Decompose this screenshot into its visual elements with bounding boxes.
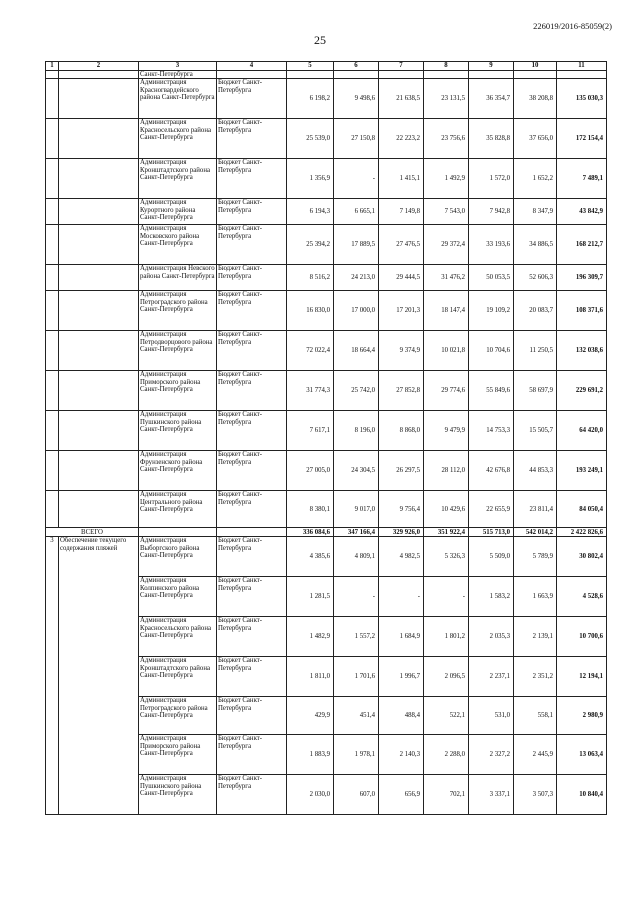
funding-source-cell: Бюджет Санкт-Петербурга xyxy=(217,735,287,775)
year-value-cell: 1 684,9 xyxy=(379,617,424,657)
year-value-cell: 1 572,0 xyxy=(469,159,514,199)
col-number: 9 xyxy=(469,62,514,71)
year-value-cell: 29 774,6 xyxy=(424,371,469,411)
year-value-cell: 1 811,0 xyxy=(287,657,334,697)
year-value-cell: 5 789,9 xyxy=(514,537,557,577)
year-value-cell: 17 889,5 xyxy=(334,225,379,265)
year-value-cell: 1 663,9 xyxy=(514,577,557,617)
year-value-cell: 1 583,2 xyxy=(469,577,514,617)
funding-source-cell: Бюджет Санкт-Петербурга xyxy=(217,119,287,159)
table-row xyxy=(46,411,607,451)
col-number: 4 xyxy=(217,62,287,71)
measure-cell xyxy=(59,451,139,491)
executor-cell: Администрация Выборгского района Санкт-Петербурга xyxy=(139,537,217,577)
year-value-cell: 9 017,0 xyxy=(334,491,379,528)
year-value-cell: - xyxy=(334,577,379,617)
year-value-cell: 9 756,4 xyxy=(379,491,424,528)
year-value-cell: 1 482,9 xyxy=(287,617,334,657)
year-value-cell: 5 509,0 xyxy=(469,537,514,577)
row-number-cell xyxy=(46,119,59,159)
year-value-cell: 8 347,9 xyxy=(514,199,557,225)
funding-source-cell: Бюджет Санкт-Петербурга xyxy=(217,159,287,199)
year-value-cell: 7 942,8 xyxy=(469,199,514,225)
total-value-cell: 12 194,1 xyxy=(557,657,607,697)
year-value-cell: 8 196,0 xyxy=(334,411,379,451)
executor-cell: Администрация Центрального района Санкт-Петербурга xyxy=(139,491,217,528)
col-number: 11 xyxy=(557,62,607,71)
funding-source-cell: Бюджет Санкт-Петербурга xyxy=(217,451,287,491)
measure-cell xyxy=(59,371,139,411)
year-value-cell: 34 886,5 xyxy=(514,225,557,265)
empty-cell xyxy=(139,528,217,537)
executor-cell: Администрация Курортного района Санкт-Петербурга xyxy=(139,199,217,225)
year-value-cell: 24 213,0 xyxy=(334,265,379,291)
year-value-cell: 607,0 xyxy=(334,775,379,815)
executor-cell: Администрация Колпинского района Санкт-Петербурга xyxy=(139,577,217,617)
year-value-cell: 50 053,5 xyxy=(469,265,514,291)
table-row xyxy=(46,159,607,199)
year-value-cell: 702,1 xyxy=(424,775,469,815)
year-value-cell: 4 982,5 xyxy=(379,537,424,577)
year-value-cell: 27 852,8 xyxy=(379,371,424,411)
year-value-cell: 27 005,0 xyxy=(287,451,334,491)
row-number-cell xyxy=(46,159,59,199)
year-value-cell: 9 498,6 xyxy=(334,79,379,119)
year-value-cell: 42 676,8 xyxy=(469,451,514,491)
year-value-cell: 52 606,3 xyxy=(514,265,557,291)
executor-cell: Администрация Приморского района Санкт-Петербурга xyxy=(139,735,217,775)
year-value-cell: 2 035,3 xyxy=(469,617,514,657)
year-value-cell: 24 304,5 xyxy=(334,451,379,491)
year-value-cell: 656,9 xyxy=(379,775,424,815)
year-value-cell: 10 429,6 xyxy=(424,491,469,528)
year-value-cell: 1 883,9 xyxy=(287,735,334,775)
year-value-cell: 22 655,9 xyxy=(469,491,514,528)
total-value-cell: 2 980,9 xyxy=(557,697,607,735)
year-value-cell: 6 665,1 xyxy=(334,199,379,225)
table-row xyxy=(46,225,607,265)
year-value-cell: 7 617,1 xyxy=(287,411,334,451)
year-value-cell: 15 505,7 xyxy=(514,411,557,451)
total-year-value: 329 926,0 xyxy=(379,528,424,537)
executor-cell: Администрация Фрунзенского района Санкт-Петербурга xyxy=(139,451,217,491)
year-value-cell: 1 492,9 xyxy=(424,159,469,199)
year-value-cell: 488,4 xyxy=(379,697,424,735)
year-value-cell: 55 849,6 xyxy=(469,371,514,411)
year-value-cell: 429,9 xyxy=(287,697,334,735)
total-value-cell: 7 489,1 xyxy=(557,159,607,199)
funding-source-cell: Бюджет Санкт-Петербурга xyxy=(217,697,287,735)
col-number: 10 xyxy=(514,62,557,71)
year-value-cell: 1 652,2 xyxy=(514,159,557,199)
col-number: 6 xyxy=(334,62,379,71)
funding-source-cell: Бюджет Санкт-Петербурга xyxy=(217,491,287,528)
total-value-cell: 132 038,6 xyxy=(557,331,607,371)
col-number: 5 xyxy=(287,62,334,71)
row-number-cell xyxy=(46,331,59,371)
year-value-cell: 33 193,6 xyxy=(469,225,514,265)
funding-source-cell: Бюджет Санкт-Петербурга xyxy=(217,225,287,265)
executor-cell: Администрация Петродворцового района Санкт-Петербурга xyxy=(139,331,217,371)
year-value-cell: 29 444,5 xyxy=(379,265,424,291)
executor-cell: Администрация Красносельского района Санкт-Петербурга xyxy=(139,119,217,159)
year-value-cell: 1 701,6 xyxy=(334,657,379,697)
budget-table xyxy=(45,61,607,815)
document-id: 226019/2016-85059(2) xyxy=(533,21,612,31)
year-value-cell: 44 853,3 xyxy=(514,451,557,491)
year-value-cell: 29 372,4 xyxy=(424,225,469,265)
total-value-cell: 43 842,9 xyxy=(557,199,607,225)
funding-source-cell: Бюджет Санкт-Петербурга xyxy=(217,537,287,577)
year-value-cell: 8 516,2 xyxy=(287,265,334,291)
col-number: 3 xyxy=(139,62,217,71)
year-value-cell: 36 354,7 xyxy=(469,79,514,119)
year-value-cell: 27 476,5 xyxy=(379,225,424,265)
funding-source-cell: Бюджет Санкт-Петербурга xyxy=(217,265,287,291)
year-value-cell: 28 112,0 xyxy=(424,451,469,491)
year-value-cell: 2 237,1 xyxy=(469,657,514,697)
year-value-cell: 20 083,7 xyxy=(514,291,557,331)
funding-source-cell: Бюджет Санкт-Петербурга xyxy=(217,79,287,119)
funding-source-cell: Бюджет Санкт-Петербурга xyxy=(217,371,287,411)
year-value-cell: 37 656,0 xyxy=(514,119,557,159)
year-value-cell: 25 742,0 xyxy=(334,371,379,411)
year-value-cell: 4 385,6 xyxy=(287,537,334,577)
year-value-cell: 18 147,4 xyxy=(424,291,469,331)
year-value-cell: 1 415,1 xyxy=(379,159,424,199)
year-value-cell: 2 288,0 xyxy=(424,735,469,775)
year-value-cell: 1 557,2 xyxy=(334,617,379,657)
year-value-cell: - xyxy=(424,577,469,617)
empty-cell xyxy=(217,528,287,537)
table-row xyxy=(46,451,607,491)
year-value-cell: 522,1 xyxy=(424,697,469,735)
executor-cell: Администрация Красногвардейского района Санкт-Петербурга xyxy=(139,79,217,119)
column-number-row xyxy=(46,62,607,71)
year-value-cell: 3 507,3 xyxy=(514,775,557,815)
year-value-cell: 7 543,0 xyxy=(424,199,469,225)
year-value-cell: 4 809,1 xyxy=(334,537,379,577)
table-row xyxy=(46,291,607,331)
funding-source-cell: Бюджет Санкт-Петербурга xyxy=(217,411,287,451)
year-value-cell: 18 664,4 xyxy=(334,331,379,371)
table-row xyxy=(46,199,607,225)
measure-cell xyxy=(59,265,139,291)
year-value-cell: 1 978,1 xyxy=(334,735,379,775)
year-value-cell: 11 250,5 xyxy=(514,331,557,371)
year-value-cell: 23 131,5 xyxy=(424,79,469,119)
year-value-cell: 21 638,5 xyxy=(379,79,424,119)
year-value-cell: 72 022,4 xyxy=(287,331,334,371)
measure-cell xyxy=(59,291,139,331)
total-value-cell: 10 840,4 xyxy=(557,775,607,815)
year-value-cell: 1 801,2 xyxy=(424,617,469,657)
year-value-cell: 558,1 xyxy=(514,697,557,735)
row-number-cell xyxy=(46,291,59,331)
grand-total-value: 2 422 826,6 xyxy=(557,528,607,537)
row-number-cell xyxy=(46,451,59,491)
total-value-cell: 30 802,4 xyxy=(557,537,607,577)
table-row xyxy=(46,331,607,371)
year-value-cell: 9 479,9 xyxy=(424,411,469,451)
executor-cell: Администрация Петроградского района Санкт-Петербурга xyxy=(139,697,217,735)
measure-cell xyxy=(59,331,139,371)
total-year-value: 542 014,2 xyxy=(514,528,557,537)
year-value-cell: 2 445,9 xyxy=(514,735,557,775)
section-number: 3 xyxy=(46,537,59,815)
executor-cell: Администрация Пушкинского района Санкт-Петербурга xyxy=(139,411,217,451)
measure-cell xyxy=(59,119,139,159)
total-value-cell: 172 154,4 xyxy=(557,119,607,159)
measure-cell xyxy=(59,491,139,528)
table-row xyxy=(46,119,607,159)
total-value-cell: 84 050,4 xyxy=(557,491,607,528)
year-value-cell: 23 811,4 xyxy=(514,491,557,528)
year-value-cell: 5 326,3 xyxy=(424,537,469,577)
year-value-cell: 25 539,0 xyxy=(287,119,334,159)
executor-cell: Администрация Красносельского района Санкт-Петербурга xyxy=(139,617,217,657)
year-value-cell: 3 337,1 xyxy=(469,775,514,815)
year-value-cell: 7 149,8 xyxy=(379,199,424,225)
total-value-cell: 196 309,7 xyxy=(557,265,607,291)
measure-cell xyxy=(59,199,139,225)
row-number-cell xyxy=(46,225,59,265)
year-value-cell: 2 139,1 xyxy=(514,617,557,657)
year-value-cell: 10 021,8 xyxy=(424,331,469,371)
year-value-cell: 6 198,2 xyxy=(287,79,334,119)
year-value-cell: 1 356,9 xyxy=(287,159,334,199)
col-number: 7 xyxy=(379,62,424,71)
year-value-cell: 16 830,0 xyxy=(287,291,334,331)
row-number-cell xyxy=(46,79,59,119)
total-label: ВСЕГО xyxy=(46,528,139,537)
total-value-cell: 168 212,7 xyxy=(557,225,607,265)
total-year-value: 347 166,4 xyxy=(334,528,379,537)
year-value-cell: 31 476,2 xyxy=(424,265,469,291)
year-value-cell: - xyxy=(379,577,424,617)
funding-source-cell: Бюджет Санкт-Петербурга xyxy=(217,331,287,371)
year-value-cell: 2 096,5 xyxy=(424,657,469,697)
funding-source-cell: Бюджет Санкт-Петербурга xyxy=(217,577,287,617)
year-value-cell: 31 774,3 xyxy=(287,371,334,411)
total-row xyxy=(46,528,607,537)
measure-cell xyxy=(59,159,139,199)
total-value-cell: 4 528,6 xyxy=(557,577,607,617)
year-value-cell: 9 374,9 xyxy=(379,331,424,371)
funding-source-cell: Бюджет Санкт-Петербурга xyxy=(217,657,287,697)
year-value-cell: 22 223,2 xyxy=(379,119,424,159)
executor-cell: Администрация Пушкинского района Санкт-Петербурга xyxy=(139,775,217,815)
row-number-cell xyxy=(46,265,59,291)
row-number-cell xyxy=(46,199,59,225)
total-value-cell: 135 030,3 xyxy=(557,79,607,119)
year-value-cell: 35 828,8 xyxy=(469,119,514,159)
funding-source-cell: Бюджет Санкт-Петербурга xyxy=(217,291,287,331)
year-value-cell: 531,0 xyxy=(469,697,514,735)
year-value-cell: 26 297,5 xyxy=(379,451,424,491)
year-value-cell: 2 030,0 xyxy=(287,775,334,815)
year-value-cell: 10 704,6 xyxy=(469,331,514,371)
year-value-cell: 8 380,1 xyxy=(287,491,334,528)
total-value-cell: 10 700,6 xyxy=(557,617,607,657)
executor-cell: Администрация Приморского района Санкт-Петербурга xyxy=(139,371,217,411)
year-value-cell: 14 753,3 xyxy=(469,411,514,451)
page-number: 25 xyxy=(314,33,326,47)
year-value-cell: 1 281,5 xyxy=(287,577,334,617)
row-number-cell xyxy=(46,371,59,411)
total-value-cell: 193 249,1 xyxy=(557,451,607,491)
total-value-cell: 64 420,0 xyxy=(557,411,607,451)
year-value-cell: 27 150,8 xyxy=(334,119,379,159)
total-value-cell: 13 063,4 xyxy=(557,735,607,775)
table-row xyxy=(46,265,607,291)
year-value-cell: 23 756,6 xyxy=(424,119,469,159)
funding-source-cell: Бюджет Санкт-Петербурга xyxy=(217,775,287,815)
col-number: 8 xyxy=(424,62,469,71)
measure-cell xyxy=(59,411,139,451)
row-number-cell xyxy=(46,411,59,451)
year-value-cell: 451,4 xyxy=(334,697,379,735)
year-value-cell: - xyxy=(334,159,379,199)
year-value-cell: 6 194,3 xyxy=(287,199,334,225)
year-value-cell: 25 394,2 xyxy=(287,225,334,265)
total-year-value: 336 084,6 xyxy=(287,528,334,537)
year-value-cell: 8 868,0 xyxy=(379,411,424,451)
year-value-cell: 2 140,3 xyxy=(379,735,424,775)
year-value-cell: 58 697,9 xyxy=(514,371,557,411)
year-value-cell: 2 327,2 xyxy=(469,735,514,775)
executor-cell: Администрация Петроградского района Санкт-Петербурга xyxy=(139,291,217,331)
measure-cell xyxy=(59,225,139,265)
executor-cell: Администрация Кронштадтского района Санкт-Петербурга xyxy=(139,159,217,199)
year-value-cell: 19 109,2 xyxy=(469,291,514,331)
total-value-cell: 229 691,2 xyxy=(557,371,607,411)
table-row xyxy=(46,491,607,528)
section-title: Обеспечение текущего содержания пляжей xyxy=(59,537,139,815)
table-row xyxy=(46,79,607,119)
funding-source-cell: Бюджет Санкт-Петербурга xyxy=(217,199,287,225)
continuation-text: Санкт-Петербурга xyxy=(139,71,217,79)
year-value-cell: 2 351,2 xyxy=(514,657,557,697)
year-value-cell: 1 996,7 xyxy=(379,657,424,697)
total-year-value: 351 922,4 xyxy=(424,528,469,537)
executor-cell: Администрация Невского района Санкт-Петербурга xyxy=(139,265,217,291)
measure-cell xyxy=(59,79,139,119)
table-row xyxy=(46,371,607,411)
funding-source-cell: Бюджет Санкт-Петербурга xyxy=(217,617,287,657)
year-value-cell: 17 201,3 xyxy=(379,291,424,331)
year-value-cell: 17 000,0 xyxy=(334,291,379,331)
col-number: 2 xyxy=(59,62,139,71)
year-value-cell: 38 208,8 xyxy=(514,79,557,119)
continuation-row xyxy=(46,71,607,79)
table-row xyxy=(46,537,607,577)
total-year-value: 515 713,0 xyxy=(469,528,514,537)
total-value-cell: 108 371,6 xyxy=(557,291,607,331)
executor-cell: Администрация Московского района Санкт-Петербурга xyxy=(139,225,217,265)
col-number: 1 xyxy=(46,62,59,71)
executor-cell: Администрация Кронштадтского района Санкт-Петербурга xyxy=(139,657,217,697)
row-number-cell xyxy=(46,491,59,528)
